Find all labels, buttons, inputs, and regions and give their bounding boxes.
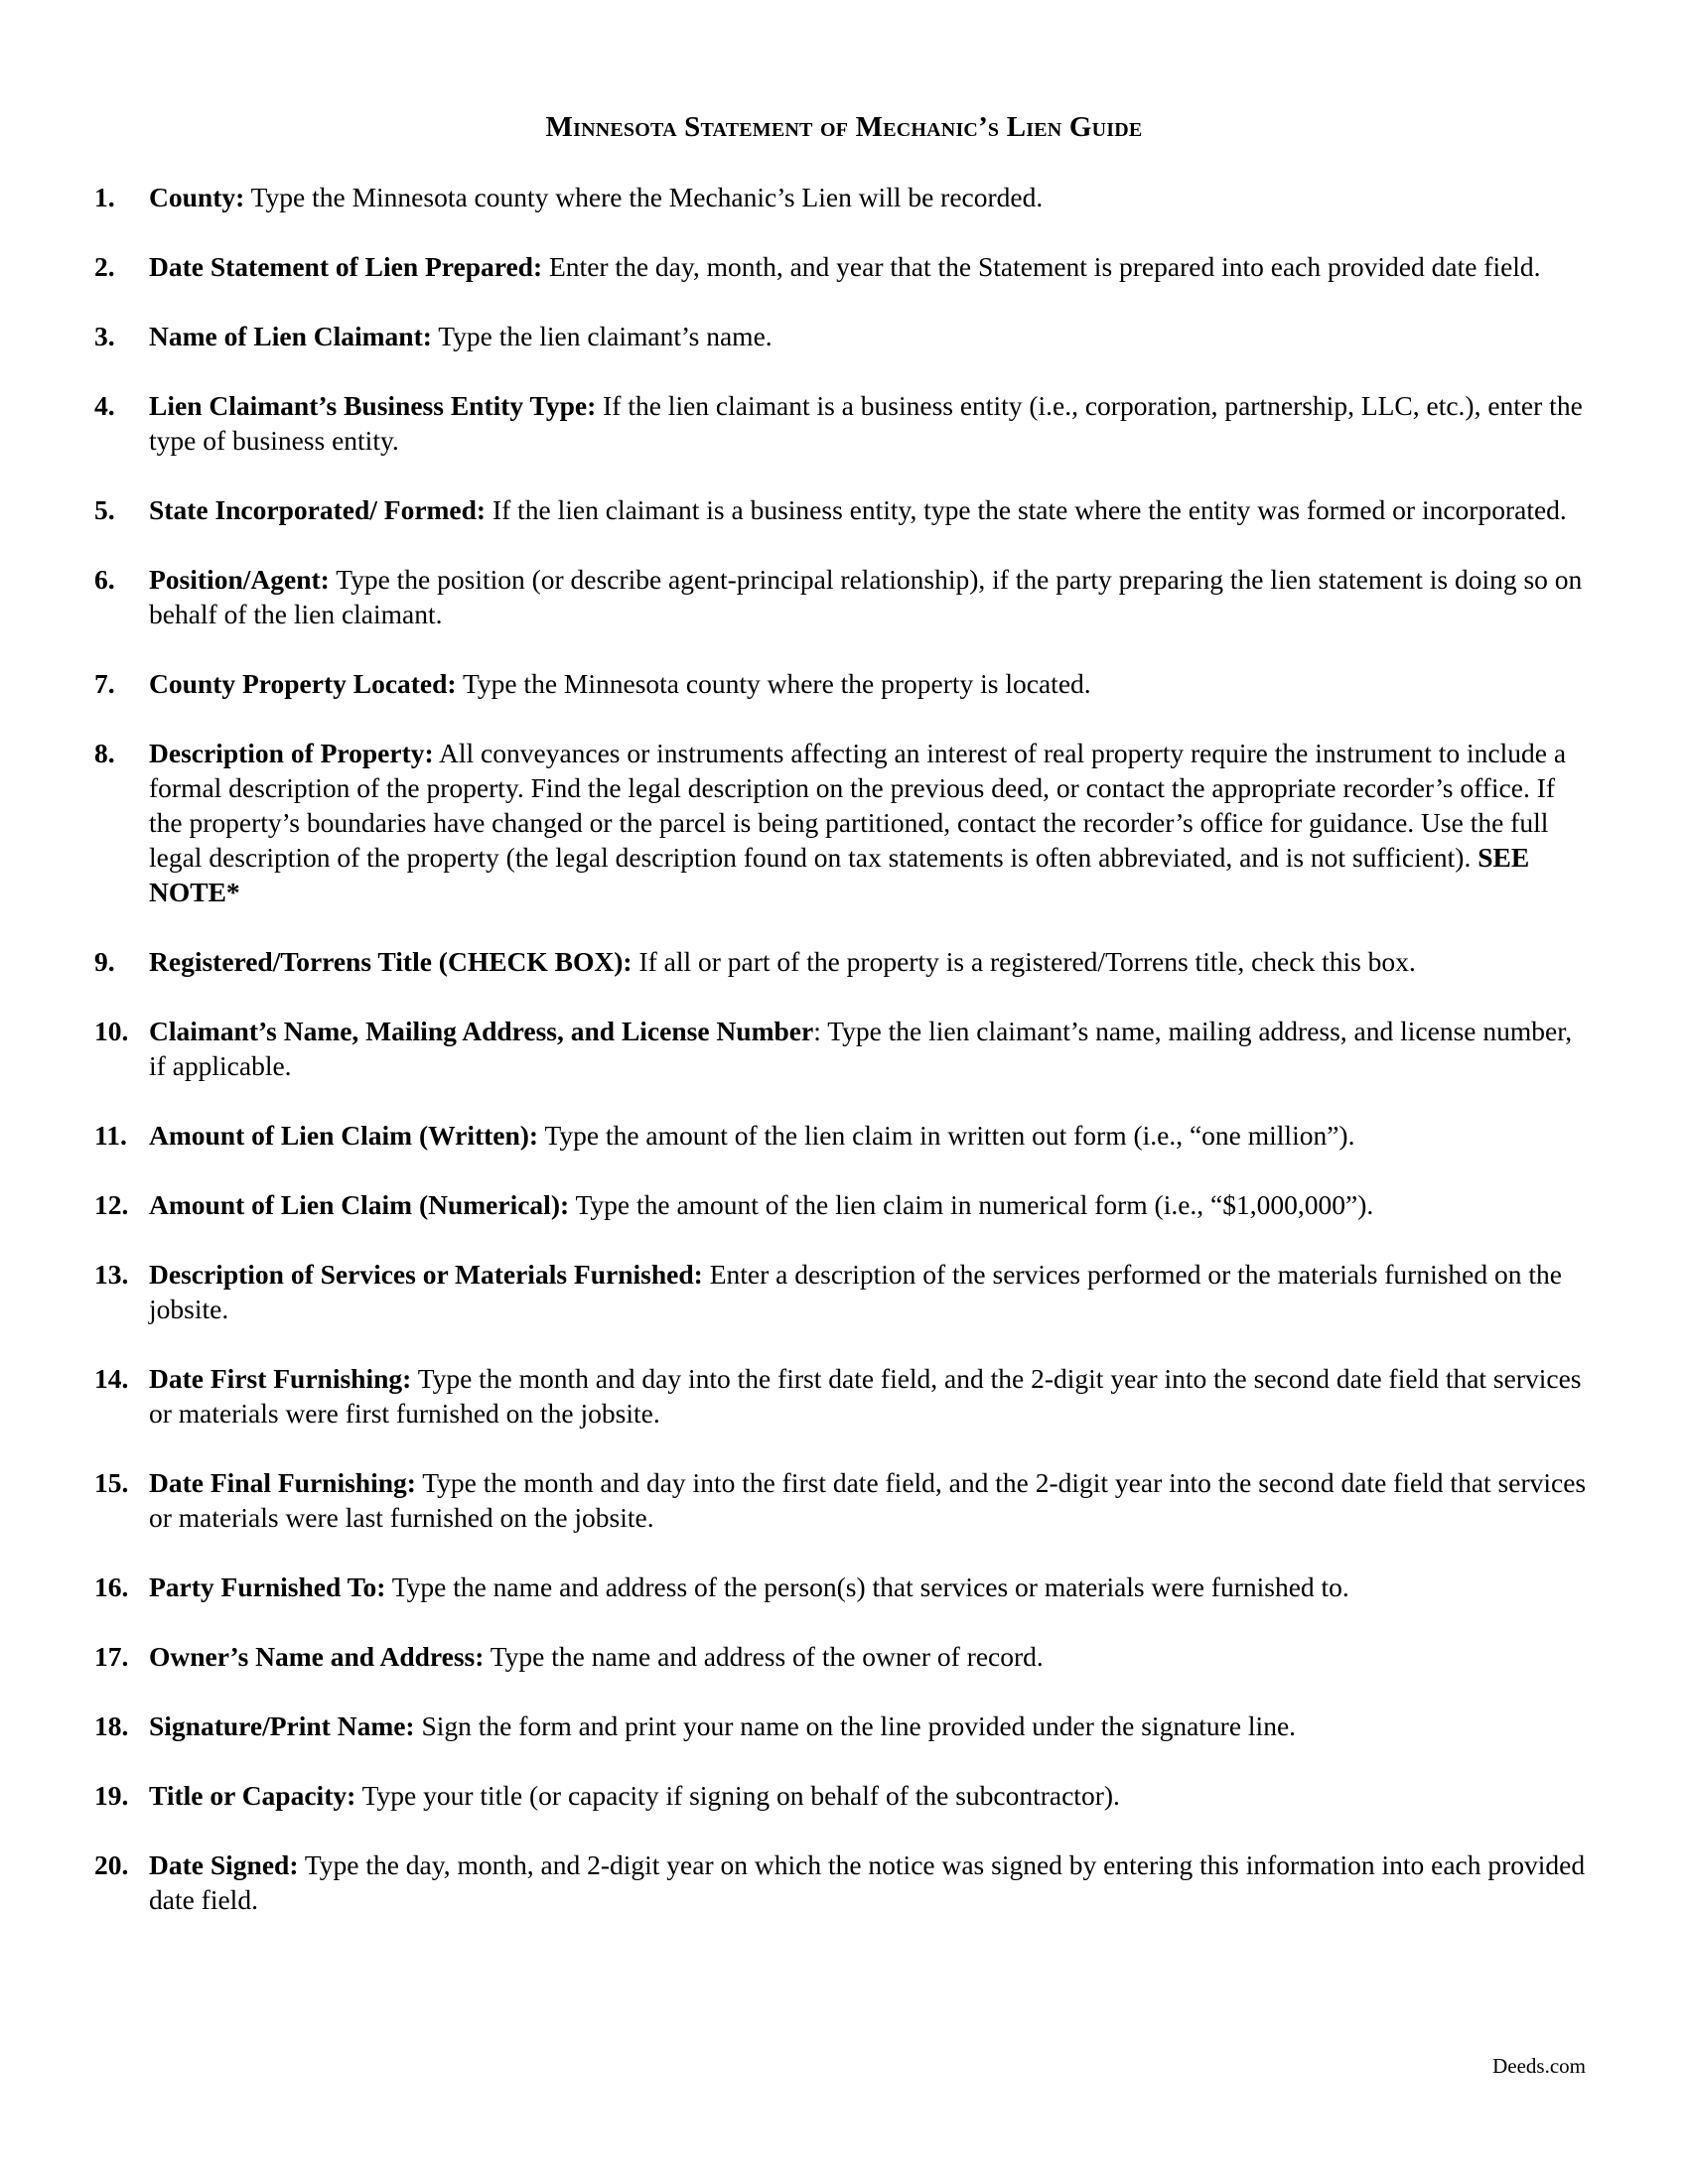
list-item xyxy=(94,736,1594,909)
item-text: Enter a description of the services performed or the materials furnished on the jobsite. xyxy=(149,1259,1562,1324)
list-item xyxy=(94,1118,1594,1153)
item-text: Type the day, month, and 2-digit year on which the notice was signed by entering this information into each provided date field. xyxy=(149,1849,1586,1915)
item-label: Owner’s Name and Address: xyxy=(149,1641,485,1672)
item-number: 12. xyxy=(94,1189,129,1220)
list-item xyxy=(94,1570,1594,1604)
item-label: Title or Capacity: xyxy=(149,1780,356,1811)
item-label: Description of Property: xyxy=(149,738,434,768)
item-label: Registered/Torrens Title (CHECK BOX): xyxy=(149,946,633,977)
item-label: Description of Services or Materials Furnished: xyxy=(149,1259,703,1290)
item-label: County Property Located: xyxy=(149,668,457,699)
item-text: Sign the form and print your name on the line provided under the signature line. xyxy=(414,1710,1297,1741)
item-label: Position/Agent: xyxy=(149,564,330,595)
item-text: Enter the day, month, and year that the Statement is prepared into each provided date field. xyxy=(542,251,1541,282)
item-label: Date Statement of Lien Prepared: xyxy=(149,251,543,282)
list-item xyxy=(94,1778,1594,1813)
item-number: 13. xyxy=(94,1259,129,1290)
item-label: Claimant’s Name, Mailing Address, and License Number xyxy=(149,1016,814,1046)
item-label: Signature/Print Name: xyxy=(149,1710,415,1741)
list-item xyxy=(94,319,1594,353)
item-number: 20. xyxy=(94,1849,129,1880)
item-text: If all or part of the property is a registered/Torrens title, check this box. xyxy=(632,946,1416,977)
item-text: Type the amount of the lien claim in numerical form (i.e., “$1,000,000”). xyxy=(569,1189,1374,1220)
item-number: 1. xyxy=(94,182,115,212)
item-label: Amount of Lien Claim (Written): xyxy=(149,1120,539,1151)
item-label: Date Final Furnishing: xyxy=(149,1467,416,1498)
item-number: 10. xyxy=(94,1016,129,1046)
item-number: 8. xyxy=(94,738,115,768)
item-text: Type the Minnesota county where the property is located. xyxy=(456,668,1091,699)
see-note: SEE NOTE* xyxy=(149,842,1530,907)
list-item xyxy=(94,666,1594,701)
list-item xyxy=(94,492,1594,527)
item-text: If the lien claimant is a business entity (i.e., corporation, partnership, LLC, etc.), enter the type of business entity. xyxy=(149,390,1583,456)
item-number: 19. xyxy=(94,1780,129,1811)
list-item xyxy=(94,944,1594,979)
list-item xyxy=(94,180,1594,214)
item-text: If the lien claimant is a business entity, type the state where the entity was formed or incorporated. xyxy=(486,494,1567,525)
item-number: 16. xyxy=(94,1571,129,1602)
item-number: 7. xyxy=(94,668,115,699)
list-item xyxy=(94,1257,1594,1326)
list-item xyxy=(94,1708,1594,1743)
item-number: 3. xyxy=(94,321,115,351)
item-text: All conveyances or instruments affecting an interest of real property require the instrument to include a formal description of the property. Find the legal description on the previous deed, or contact the appropriate recorder’s office. If the property’s boundaries have changed or the parcel is being partitioned, contact the recorder’s office for guidance. Use the full legal description of the property (the legal description found on tax statements is often abbreviated, and is not sufficient). xyxy=(149,738,1567,873)
item-number: 11. xyxy=(94,1120,127,1151)
page-title: Minnesota Statement of Mechanic’s Lien Guide xyxy=(545,111,1143,143)
item-text: Type the month and day into the first date field, and the 2-digit year into the second date field that services or materials were last furnished on the jobsite. xyxy=(149,1467,1587,1533)
item-number: 9. xyxy=(94,946,115,977)
list-item xyxy=(94,1187,1594,1222)
item-label: Date First Furnishing: xyxy=(149,1363,412,1394)
item-label: State Incorporated/ Formed: xyxy=(149,494,487,525)
list-item xyxy=(94,1639,1594,1674)
item-number: 2. xyxy=(94,251,115,282)
item-text: Type the name and address of the owner of record. xyxy=(484,1641,1044,1672)
item-number: 6. xyxy=(94,564,115,595)
item-label: Party Furnished To: xyxy=(149,1571,386,1602)
item-number: 4. xyxy=(94,390,115,421)
item-text: Type the month and day into the first date field, and the 2-digit year into the second date field that services or materials were first furnished on the jobsite. xyxy=(149,1363,1582,1429)
item-text: Type your title (or capacity if signing on behalf of the subcontractor). xyxy=(355,1780,1120,1811)
item-number: 18. xyxy=(94,1710,129,1741)
item-text: Type the lien claimant’s name. xyxy=(431,321,773,351)
item-text: Type the name and address of the person(s) that services or materials were furnished to. xyxy=(385,1571,1349,1602)
item-text: : Type the lien claimant’s name, mailing address, and license number, if applicable. xyxy=(149,1016,1573,1081)
item-text: Type the position (or describe agent-principal relationship), if the party preparing the lien statement is doing so on behalf of the lien claimant. xyxy=(149,564,1583,629)
item-number: 15. xyxy=(94,1467,129,1498)
list-item xyxy=(94,1465,1594,1535)
footer-brand: Deeds.com xyxy=(1492,2054,1586,2078)
item-label: County: xyxy=(149,182,245,212)
instructions-list xyxy=(94,180,1594,1952)
item-text: Type the Minnesota county where the Mechanic’s Lien will be recorded. xyxy=(244,182,1044,212)
list-item xyxy=(94,1361,1594,1431)
item-number: 5. xyxy=(94,494,115,525)
list-item xyxy=(94,249,1594,284)
item-label: Name of Lien Claimant: xyxy=(149,321,432,351)
list-item xyxy=(94,1014,1594,1083)
item-number: 14. xyxy=(94,1363,129,1394)
item-number: 17. xyxy=(94,1641,129,1672)
item-text: Type the amount of the lien claim in written out form (i.e., “one million”). xyxy=(538,1120,1355,1151)
item-label: Lien Claimant’s Business Entity Type: xyxy=(149,390,597,421)
item-label: Amount of Lien Claim (Numerical): xyxy=(149,1189,570,1220)
list-item xyxy=(94,562,1594,631)
list-item xyxy=(94,388,1594,458)
item-label: Date Signed: xyxy=(149,1849,299,1880)
list-item xyxy=(94,1847,1594,1917)
